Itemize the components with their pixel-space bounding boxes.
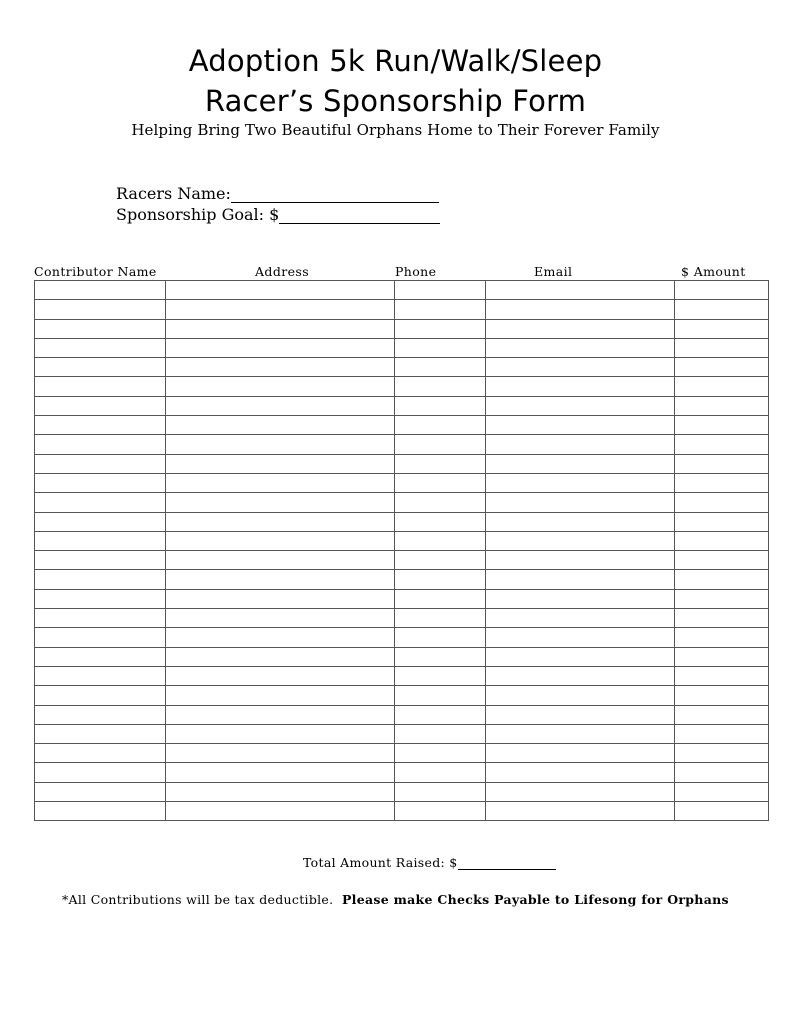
phone-cell[interactable] [395, 473, 486, 492]
amount-cell[interactable] [675, 281, 769, 300]
table-row [35, 551, 769, 570]
contributor-name-cell[interactable] [35, 377, 166, 396]
email-cell[interactable] [486, 705, 675, 724]
address-cell[interactable] [166, 512, 395, 531]
phone-cell[interactable] [395, 319, 486, 338]
email-cell[interactable] [486, 416, 675, 435]
amount-cell[interactable] [675, 570, 769, 589]
contributor-name-cell[interactable] [35, 338, 166, 357]
phone-cell[interactable] [395, 551, 486, 570]
contributor-name-cell[interactable] [35, 628, 166, 647]
email-cell[interactable] [486, 493, 675, 512]
table-row [35, 531, 769, 550]
amount-cell[interactable] [675, 435, 769, 454]
form-subtitle: Helping Bring Two Beautiful Orphans Home to Their Forever Family [131, 121, 660, 139]
table-row [35, 589, 769, 608]
table-row [35, 724, 769, 743]
table-row [35, 666, 769, 685]
contributor-name-cell[interactable] [35, 512, 166, 531]
email-cell[interactable] [486, 281, 675, 300]
payable-note: Please make Checks Payable to Lifesong for Orphans [341, 892, 729, 907]
email-cell[interactable] [486, 802, 675, 821]
phone-cell[interactable] [395, 281, 486, 300]
email-cell[interactable] [486, 744, 675, 763]
contributor-name-cell[interactable] [35, 416, 166, 435]
table-row [35, 358, 769, 377]
phone-cell[interactable] [395, 782, 486, 801]
phone-cell[interactable] [395, 531, 486, 550]
sponsorship-goal-blank[interactable] [279, 207, 440, 224]
address-cell[interactable] [166, 531, 395, 550]
contributor-name-cell[interactable] [35, 782, 166, 801]
address-cell[interactable] [166, 493, 395, 512]
form-title-line1: Adoption 5k Run/Walk/Sleep [188, 44, 603, 78]
email-cell[interactable] [486, 589, 675, 608]
contributor-name-cell[interactable] [35, 744, 166, 763]
table-row [35, 300, 769, 319]
contributor-name-cell[interactable] [35, 763, 166, 782]
email-cell[interactable] [486, 686, 675, 705]
racer-name-label: Racers Name: [116, 184, 231, 203]
column-header-amount: $ Amount [681, 264, 746, 279]
email-cell[interactable] [486, 609, 675, 628]
sponsorship-goal-field[interactable] [116, 205, 440, 224]
phone-cell[interactable] [395, 647, 486, 666]
address-cell[interactable] [166, 763, 395, 782]
email-cell[interactable] [486, 512, 675, 531]
phone-cell[interactable] [395, 454, 486, 473]
email-cell[interactable] [486, 358, 675, 377]
contributor-name-cell[interactable] [35, 570, 166, 589]
email-cell[interactable] [486, 531, 675, 550]
contributor-name-cell[interactable] [35, 473, 166, 492]
amount-cell[interactable] [675, 705, 769, 724]
table-row [35, 493, 769, 512]
amount-cell[interactable] [675, 589, 769, 608]
email-cell[interactable] [486, 666, 675, 685]
contributor-name-cell[interactable] [35, 435, 166, 454]
amount-cell[interactable] [675, 358, 769, 377]
contributor-name-cell[interactable] [35, 724, 166, 743]
amount-cell[interactable] [675, 647, 769, 666]
address-cell[interactable] [166, 570, 395, 589]
phone-cell[interactable] [395, 744, 486, 763]
column-header-phone: Phone [395, 264, 437, 279]
contributions-table [34, 280, 769, 821]
column-header-contributor-name: Contributor Name [34, 264, 157, 279]
address-cell[interactable] [166, 416, 395, 435]
address-cell[interactable] [166, 454, 395, 473]
contributor-name-cell[interactable] [35, 300, 166, 319]
table-row [35, 416, 769, 435]
tax-note [62, 892, 729, 907]
table-row [35, 570, 769, 589]
racer-name-blank[interactable] [231, 186, 439, 203]
table-row [35, 435, 769, 454]
form-title-line2: Racer’s Sponsorship Form [204, 84, 587, 118]
column-header-address: Address [255, 264, 310, 279]
amount-cell[interactable] [675, 396, 769, 415]
email-cell[interactable] [486, 454, 675, 473]
contributor-name-cell[interactable] [35, 802, 166, 821]
phone-cell[interactable] [395, 435, 486, 454]
address-cell[interactable] [166, 589, 395, 608]
table-row [35, 744, 769, 763]
phone-cell[interactable] [395, 512, 486, 531]
amount-cell[interactable] [675, 628, 769, 647]
amount-cell[interactable] [675, 416, 769, 435]
phone-cell[interactable] [395, 802, 486, 821]
email-cell[interactable] [486, 338, 675, 357]
phone-cell[interactable] [395, 570, 486, 589]
amount-cell[interactable] [675, 744, 769, 763]
email-cell[interactable] [486, 570, 675, 589]
phone-cell[interactable] [395, 724, 486, 743]
address-cell[interactable] [166, 338, 395, 357]
address-cell[interactable] [166, 435, 395, 454]
phone-cell[interactable] [395, 609, 486, 628]
tax-note-text: *All Contributions will be tax deductible. [62, 892, 334, 907]
contributor-name-cell[interactable] [35, 686, 166, 705]
table-row [35, 396, 769, 415]
address-cell[interactable] [166, 782, 395, 801]
email-cell[interactable] [486, 473, 675, 492]
contributor-name-cell[interactable] [35, 609, 166, 628]
amount-cell[interactable] [675, 686, 769, 705]
contributor-name-cell[interactable] [35, 493, 166, 512]
phone-cell[interactable] [395, 416, 486, 435]
address-cell[interactable] [166, 666, 395, 685]
address-cell[interactable] [166, 802, 395, 821]
address-cell[interactable] [166, 358, 395, 377]
phone-cell[interactable] [395, 666, 486, 685]
table-row [35, 647, 769, 666]
phone-cell[interactable] [395, 589, 486, 608]
contributor-name-cell[interactable] [35, 705, 166, 724]
amount-cell[interactable] [675, 666, 769, 685]
phone-cell[interactable] [395, 686, 486, 705]
address-cell[interactable] [166, 473, 395, 492]
address-cell[interactable] [166, 300, 395, 319]
phone-cell[interactable] [395, 396, 486, 415]
total-amount-blank[interactable] [458, 857, 556, 870]
address-cell[interactable] [166, 396, 395, 415]
email-cell[interactable] [486, 377, 675, 396]
contributor-name-cell[interactable] [35, 531, 166, 550]
phone-cell[interactable] [395, 338, 486, 357]
address-cell[interactable] [166, 705, 395, 724]
table-row [35, 802, 769, 821]
amount-cell[interactable] [675, 473, 769, 492]
table-row [35, 377, 769, 396]
email-cell[interactable] [486, 435, 675, 454]
amount-cell[interactable] [675, 338, 769, 357]
address-cell[interactable] [166, 319, 395, 338]
table-row [35, 628, 769, 647]
table-row [35, 281, 769, 300]
email-cell[interactable] [486, 628, 675, 647]
phone-cell[interactable] [395, 628, 486, 647]
email-cell[interactable] [486, 782, 675, 801]
phone-cell[interactable] [395, 377, 486, 396]
email-cell[interactable] [486, 763, 675, 782]
amount-cell[interactable] [675, 551, 769, 570]
table-row [35, 512, 769, 531]
email-cell[interactable] [486, 396, 675, 415]
contributor-name-cell[interactable] [35, 647, 166, 666]
address-cell[interactable] [166, 551, 395, 570]
contributor-name-cell[interactable] [35, 396, 166, 415]
contributor-name-cell[interactable] [35, 551, 166, 570]
contributor-name-cell[interactable] [35, 281, 166, 300]
amount-cell[interactable] [675, 493, 769, 512]
address-cell[interactable] [166, 744, 395, 763]
address-cell[interactable] [166, 628, 395, 647]
table-row [35, 782, 769, 801]
address-cell[interactable] [166, 724, 395, 743]
address-cell[interactable] [166, 647, 395, 666]
amount-cell[interactable] [675, 300, 769, 319]
phone-cell[interactable] [395, 493, 486, 512]
amount-cell[interactable] [675, 377, 769, 396]
phone-cell[interactable] [395, 763, 486, 782]
address-cell[interactable] [166, 281, 395, 300]
table-row [35, 763, 769, 782]
email-cell[interactable] [486, 551, 675, 570]
contributor-name-cell[interactable] [35, 454, 166, 473]
sponsorship-goal-label: Sponsorship Goal: $ [116, 205, 280, 224]
email-cell[interactable] [486, 300, 675, 319]
amount-cell[interactable] [675, 531, 769, 550]
address-cell[interactable] [166, 686, 395, 705]
contributor-name-cell[interactable] [35, 589, 166, 608]
column-header-email: Email [534, 264, 573, 279]
table-row [35, 454, 769, 473]
contributor-name-cell[interactable] [35, 666, 166, 685]
amount-cell[interactable] [675, 724, 769, 743]
amount-cell[interactable] [675, 319, 769, 338]
contributor-name-cell[interactable] [35, 319, 166, 338]
email-cell[interactable] [486, 319, 675, 338]
phone-cell[interactable] [395, 705, 486, 724]
amount-cell[interactable] [675, 512, 769, 531]
address-cell[interactable] [166, 609, 395, 628]
table-row [35, 705, 769, 724]
table-row [35, 686, 769, 705]
amount-cell[interactable] [675, 609, 769, 628]
contributor-name-cell[interactable] [35, 358, 166, 377]
amount-cell[interactable] [675, 782, 769, 801]
table-row [35, 338, 769, 357]
racer-name-field[interactable] [116, 184, 439, 203]
total-amount-raised[interactable] [303, 855, 556, 870]
table-row [35, 609, 769, 628]
phone-cell[interactable] [395, 358, 486, 377]
table-row [35, 473, 769, 492]
table-row [35, 319, 769, 338]
amount-cell[interactable] [675, 763, 769, 782]
amount-cell[interactable] [675, 802, 769, 821]
email-cell[interactable] [486, 647, 675, 666]
total-amount-label: Total Amount Raised: $ [303, 855, 458, 870]
amount-cell[interactable] [675, 454, 769, 473]
email-cell[interactable] [486, 724, 675, 743]
address-cell[interactable] [166, 377, 395, 396]
phone-cell[interactable] [395, 300, 486, 319]
